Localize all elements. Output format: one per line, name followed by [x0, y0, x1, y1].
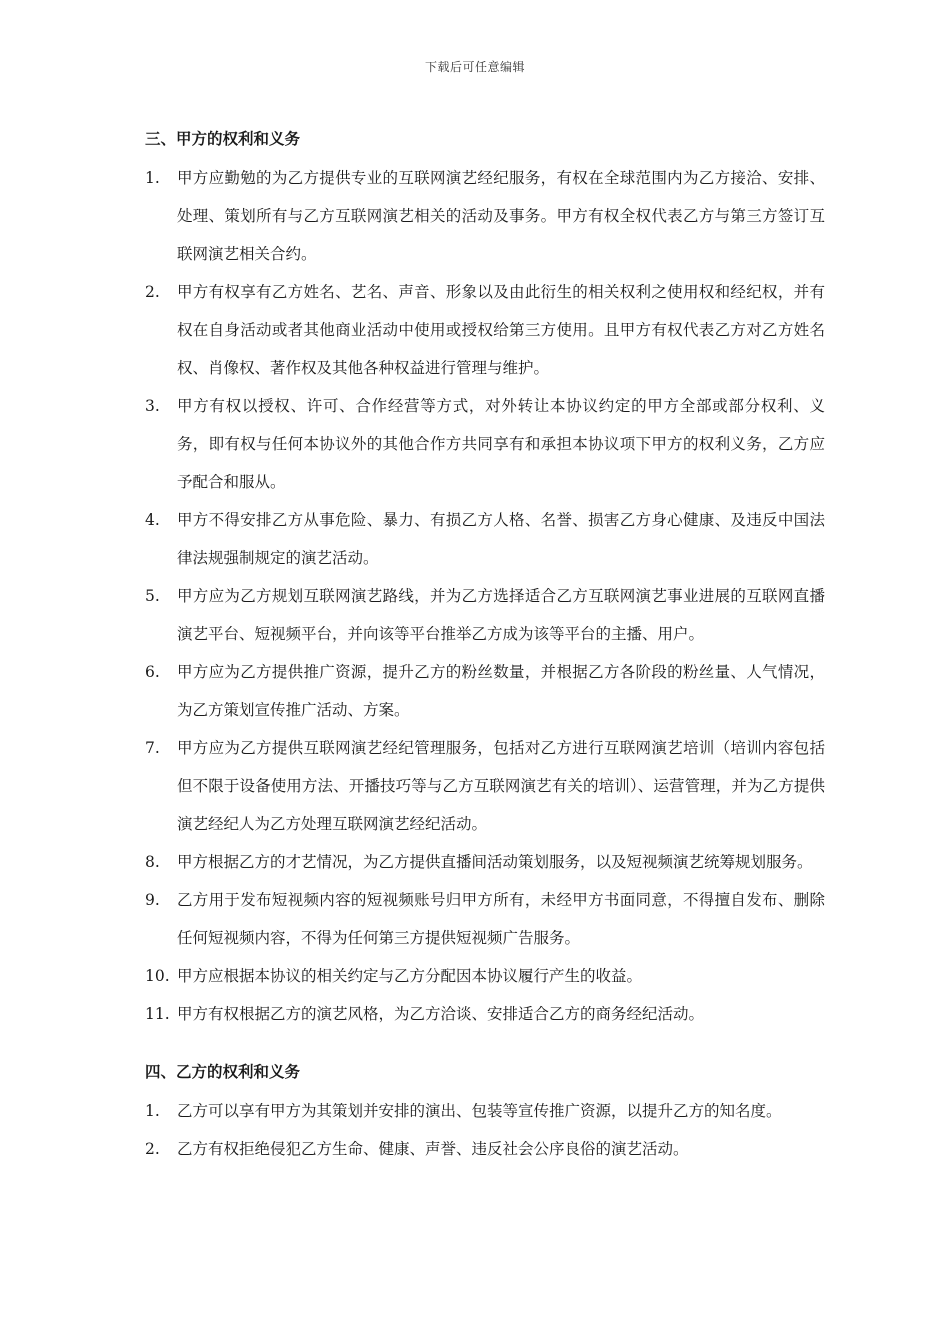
item-text: 甲方应为乙方提供推广资源，提升乙方的粉丝数量，并根据乙方各阶段的粉丝量、人气情况，为乙方策划宣传推广活动、方案。	[177, 663, 825, 719]
item-text: 甲方有权享有乙方姓名、艺名、声音、形象以及由此衍生的相关权利之使用权和经纪权，并有权在自身活动或者其他商业活动中使用或授权给第三方使用。且甲方有权代表乙方对乙方姓名权、肖像权、著作权及其他各种权益进行管理与维护。	[177, 283, 825, 377]
list-item	[145, 1130, 825, 1168]
list-item	[145, 1092, 825, 1130]
item-number: 9.	[145, 891, 160, 909]
list-item	[145, 957, 825, 995]
section-title: 三、甲方的权利和义务	[145, 130, 301, 148]
item-text: 甲方应为乙方规划互联网演艺路线，并为乙方选择适合乙方互联网演艺事业进展的互联网直播演艺平台、短视频平台，并向该等平台推举乙方成为该等平台的主播、用户。	[177, 587, 825, 643]
item-text: 甲方应根据本协议的相关约定与乙方分配因本协议履行产生的收益。	[177, 967, 643, 985]
list-item	[145, 995, 825, 1033]
item-text: 乙方可以享有甲方为其策划并安排的演出、包装等宣传推广资源，以提升乙方的知名度。	[177, 1102, 782, 1120]
item-text: 甲方不得安排乙方从事危险、暴力、有损乙方人格、名誉、损害乙方身心健康、及违反中国法律法规强制规定的演艺活动。	[177, 511, 825, 567]
list-item	[145, 843, 825, 881]
list-item	[145, 881, 825, 957]
list-item	[145, 729, 825, 843]
item-text: 乙方用于发布短视频内容的短视频账号归甲方所有，未经甲方书面同意，不得擅自发布、删除任何短视频内容，不得为任何第三方提供短视频广告服务。	[177, 891, 825, 947]
list-item	[145, 273, 825, 387]
item-text: 甲方根据乙方的才艺情况，为乙方提供直播间活动策划服务，以及短视频演艺统筹规划服务。	[177, 853, 813, 871]
item-number: 1.	[145, 169, 160, 187]
item-number: 11.	[145, 1005, 170, 1023]
item-number: 10.	[145, 967, 170, 985]
item-number: 8.	[145, 853, 160, 871]
list-item	[145, 577, 825, 653]
item-number: 2.	[145, 283, 160, 301]
item-text: 甲方有权根据乙方的演艺风格，为乙方洽谈、安排适合乙方的商务经纪活动。	[177, 1005, 705, 1023]
item-number: 1.	[145, 1102, 160, 1120]
list-item	[145, 653, 825, 729]
item-text: 甲方应勤勉的为乙方提供专业的互联网演艺经纪服务，有权在全球范围内为乙方接洽、安排、处理、策划所有与乙方互联网演艺相关的活动及事务。甲方有权全权代表乙方与第三方签订互联网演艺相关合约。	[177, 169, 825, 263]
list-item	[145, 387, 825, 501]
item-text: 甲方有权以授权、许可、合作经营等方式，对外转让本协议约定的甲方全部或部分权利、义务，即有权与任何本协议外的其他合作方共同享有和承担本协议项下甲方的权利义务，乙方应予配合和服从。	[177, 397, 825, 491]
item-number: 4.	[145, 511, 160, 529]
section-party-a-rights	[145, 127, 825, 1033]
section-party-b-rights	[145, 1060, 825, 1168]
item-text: 乙方有权拒绝侵犯乙方生命、健康、声誉、违反社会公序良俗的演艺活动。	[177, 1140, 689, 1158]
item-number: 3.	[145, 397, 160, 415]
list-item	[145, 501, 825, 577]
list-item	[145, 159, 825, 273]
item-number: 2.	[145, 1140, 160, 1158]
item-number: 5.	[145, 587, 160, 605]
page-header: 下载后可任意编辑	[424, 60, 525, 74]
item-number: 7.	[145, 739, 160, 757]
item-text: 甲方应为乙方提供互联网演艺经纪管理服务，包括对乙方进行互联网演艺培训（培训内容包括但不限于设备使用方法、开播技巧等与乙方互联网演艺有关的培训）、运营管理，并为乙方提供演艺经纪人为乙方处理互联网演艺经纪活动。	[177, 739, 825, 833]
section-title: 四、乙方的权利和义务	[145, 1063, 301, 1081]
item-number: 6.	[145, 663, 160, 681]
